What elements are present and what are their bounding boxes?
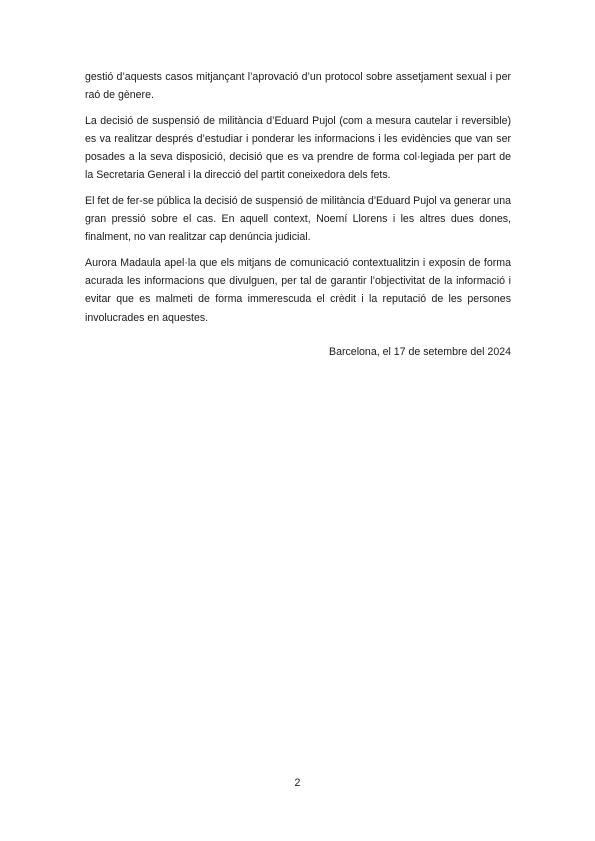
paragraph-media-appeal: Aurora Madaula apel·la que els mitjans de comunicació contextualitzin i exposin de forma acurada les informacions que divulguen, per tal de garantir l’objectivitat de la informació i evitar que es malmeti de forma immerescuda el crèdit i la reputació de les persones involucrades en aquestes. [85, 256, 511, 324]
place-and-date: Barcelona, el 17 de setembre del 2024 [329, 345, 511, 358]
paragraph-suspension-decision: La decisió de suspensió de militància d’Eduard Pujol (com a mesura cautelar i reversible) es va realitzar després d’estudiar i ponderar les informacions i les evidències que van ser posades a la seva disposició, decisió que es va prendre de forma col·legiada per part de la Secretaria General i la direcció del partit coneixedora dels fets. [85, 114, 511, 182]
page-number: 2 [294, 777, 301, 789]
document-body [85, 68, 511, 361]
paragraph-public-pressure: El fet de fer-se pública la decisió de suspensió de militància d’Eduard Pujol va generar una gran pressió sobre el cas. En aquell context, Noemí Llorens i les altres dues dones, finalment, no van realitzar cap denúncia judicial. [85, 194, 511, 244]
paragraph-protocol: gestió d’aquests casos mitjançant l’aprovació d’un protocol sobre assetjament sexual i per raó de gènere. [85, 71, 511, 102]
